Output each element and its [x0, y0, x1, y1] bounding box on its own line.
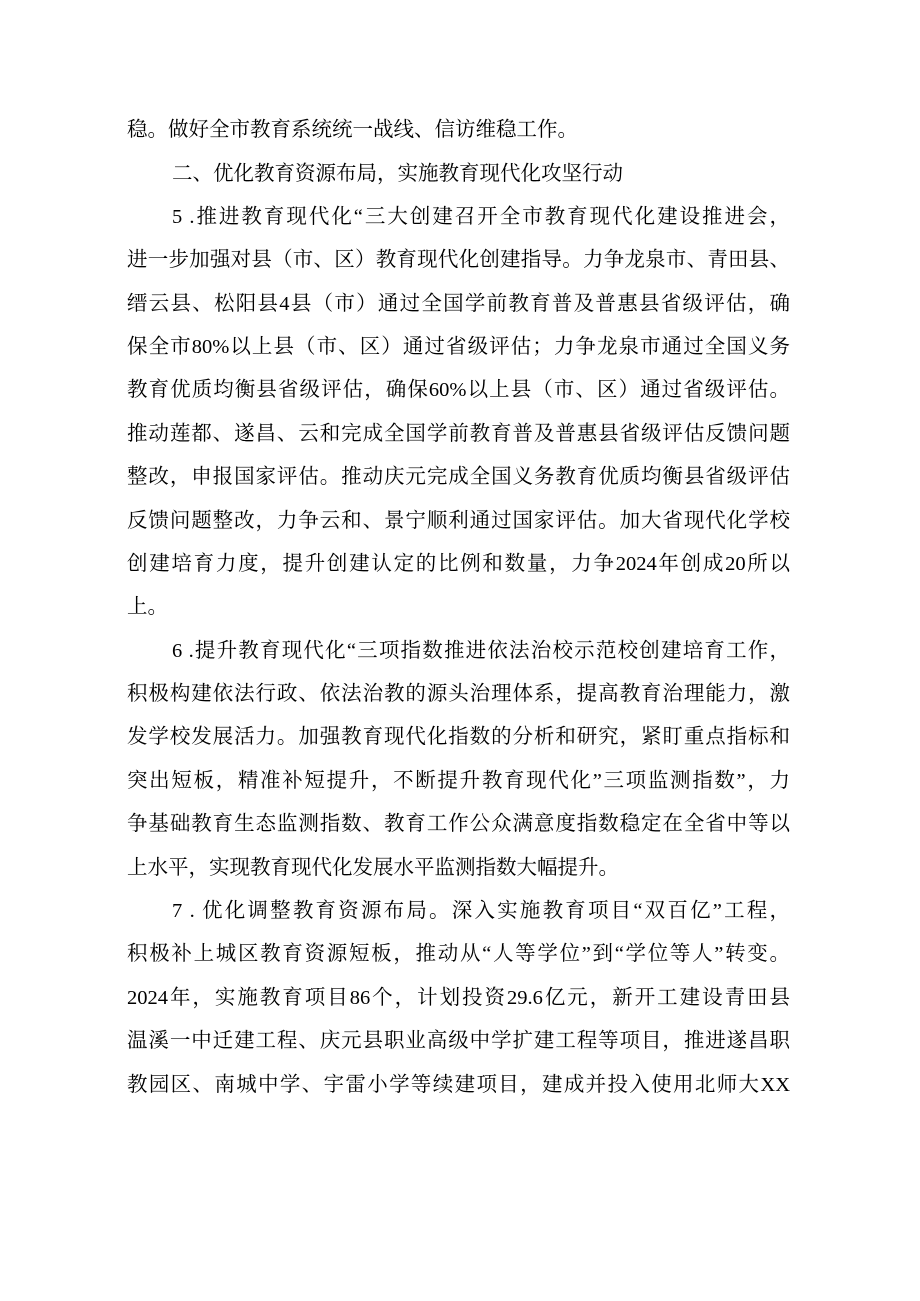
text-line: 7 . 优化调整教育资源布局。深入实施教育项目“双百亿”工程，	[172, 900, 790, 923]
text-line: 进一步加强对县（市、区）教育现代化创建指导。力争龙泉市、青田县、	[127, 249, 790, 272]
text-line: 积极补上城区教育资源短板，推动从“人等学位”到“学位等人”转变。	[127, 943, 790, 966]
text-line: 争基础教育生态监测指数、教育工作公众满意度指数稳定在全省中等以	[127, 813, 790, 836]
text-line: 温溪一中迁建工程、庆元县职业高级中学扩建工程等项目，推进遂昌职	[127, 1030, 790, 1053]
text-line: 上水平，实现教育现代化发展水平监测指数大幅提升。	[127, 856, 619, 879]
text-line: 发学校发展活力。加强教育现代化指数的分析和研究，紧盯重点指标和	[127, 726, 790, 749]
text-line: 教园区、南城中学、宇雷小学等续建项目，建成并投入使用北师大XX	[127, 1073, 790, 1096]
text-line: 教育优质均衡县省级评估，确保60%以上县（市、区）通过省级评估。	[127, 379, 790, 402]
text-line: 整改，申报国家评估。推动庆元完成全国义务教育优质均衡县省级评估	[127, 466, 790, 489]
document-text-block	[127, 109, 790, 1107]
text-line: 5 .推进教育现代化“三大创建召开全市教育现代化建设推进会，	[172, 205, 790, 228]
text-line: 缙云县、松阳县4县（市）通过全国学前教育普及普惠县省级评估，确	[127, 292, 790, 315]
text-line: 保全市80%以上县（市、区）通过省级评估；力争龙泉市通过全国义务	[127, 335, 790, 358]
text-line: 上。	[127, 596, 168, 619]
text-line: 反馈问题整改，力争云和、景宁顺利通过国家评估。加大省现代化学校	[127, 509, 790, 532]
text-line: 2024年，实施教育项目86个，计划投资29.6亿元，新开工建设青田县	[127, 986, 790, 1009]
section-heading: 二、优化教育资源布局，实施教育现代化攻坚行动	[172, 162, 623, 186]
text-line: 创建培育力度，提升创建认定的比例和数量，力争2024年创成20所以	[127, 552, 790, 575]
text-line: 6 .提升教育现代化“三项指数推进依法治校示范校创建培育工作，	[172, 639, 790, 662]
text-line: 突出短板，精准补短提升，不断提升教育现代化”三项监测指数”，力	[127, 769, 790, 792]
text-line: 稳。做好全市教育系统统一战线、信访维稳工作。	[127, 119, 578, 141]
text-line: 积极构建依法行政、依法治教的源头治理体系，提高教育治理能力，激	[127, 683, 790, 706]
text-line: 推动莲都、遂昌、云和完成全国学前教育普及普惠县省级评估反馈问题	[127, 422, 790, 445]
